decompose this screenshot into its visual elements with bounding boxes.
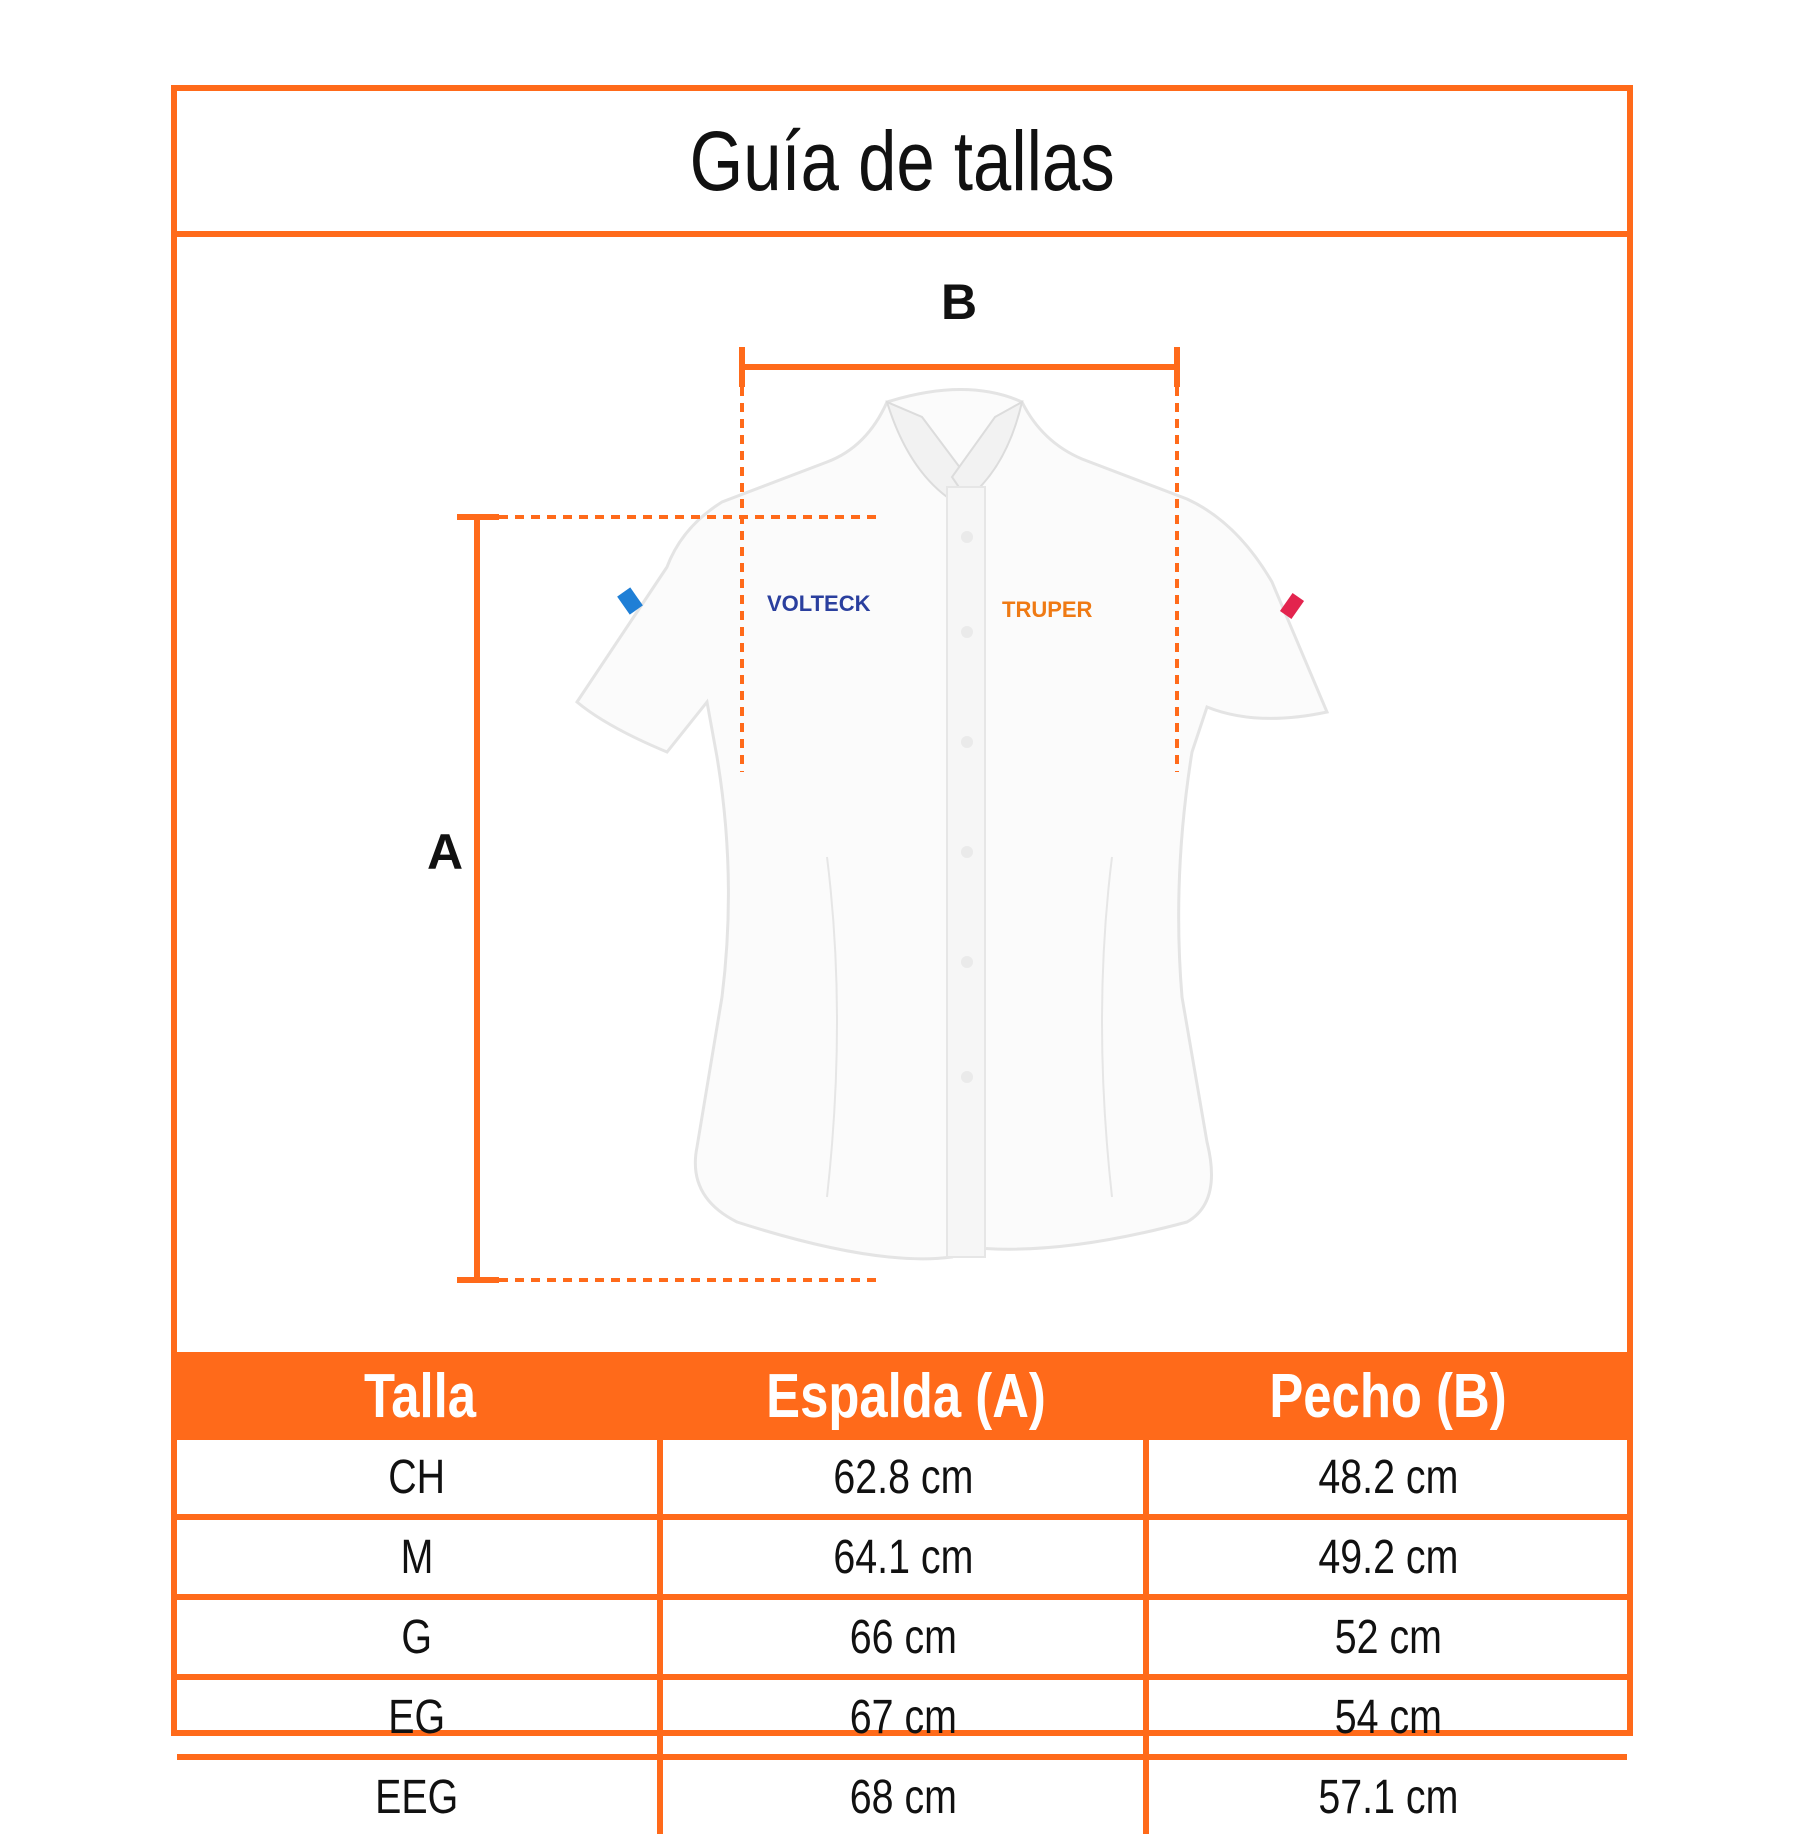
header-size: Talla	[363, 1361, 477, 1431]
table-row	[177, 1754, 1627, 1834]
cell-back: 64.1 cm	[832, 1530, 974, 1584]
cell-chest: 49.2 cm	[1317, 1530, 1459, 1584]
table-row	[177, 1514, 1627, 1594]
size-guide-frame	[171, 85, 1633, 1824]
header-chest: Pecho (B)	[1269, 1361, 1507, 1431]
cell-size: G	[401, 1610, 433, 1664]
cell-back: 62.8 cm	[832, 1450, 974, 1504]
cell-size: CH	[388, 1450, 446, 1504]
page-title: Guía de tallas	[689, 113, 1115, 208]
cell-back: 66 cm	[849, 1610, 957, 1664]
cell-size: M	[400, 1530, 434, 1584]
cell-chest: 48.2 cm	[1317, 1450, 1459, 1504]
shirt-diagram	[177, 237, 1627, 1352]
shirt-illustration	[177, 237, 1627, 1352]
header-back: Espalda (A)	[766, 1361, 1046, 1431]
dimension-a-label: A	[426, 824, 464, 880]
cell-chest: 57.1 cm	[1317, 1770, 1459, 1824]
cell-back: 68 cm	[849, 1770, 957, 1824]
cell-size: EEG	[375, 1770, 459, 1824]
cell-back: 67 cm	[849, 1690, 957, 1744]
table-row	[177, 1594, 1627, 1674]
truper-logo: TRUPER	[1002, 597, 1093, 622]
cell-chest: 52 cm	[1334, 1610, 1442, 1664]
title-bar	[177, 91, 1627, 237]
table-row	[177, 1440, 1627, 1514]
cell-chest: 54 cm	[1334, 1690, 1442, 1744]
cell-size: EG	[388, 1690, 446, 1744]
table-row	[177, 1674, 1627, 1754]
dimension-b-label: B	[940, 274, 978, 330]
volteck-logo: VOLTECK	[767, 591, 871, 616]
table-header	[177, 1352, 1627, 1440]
size-table	[177, 1352, 1627, 1824]
shirt-icon	[577, 390, 1327, 1259]
